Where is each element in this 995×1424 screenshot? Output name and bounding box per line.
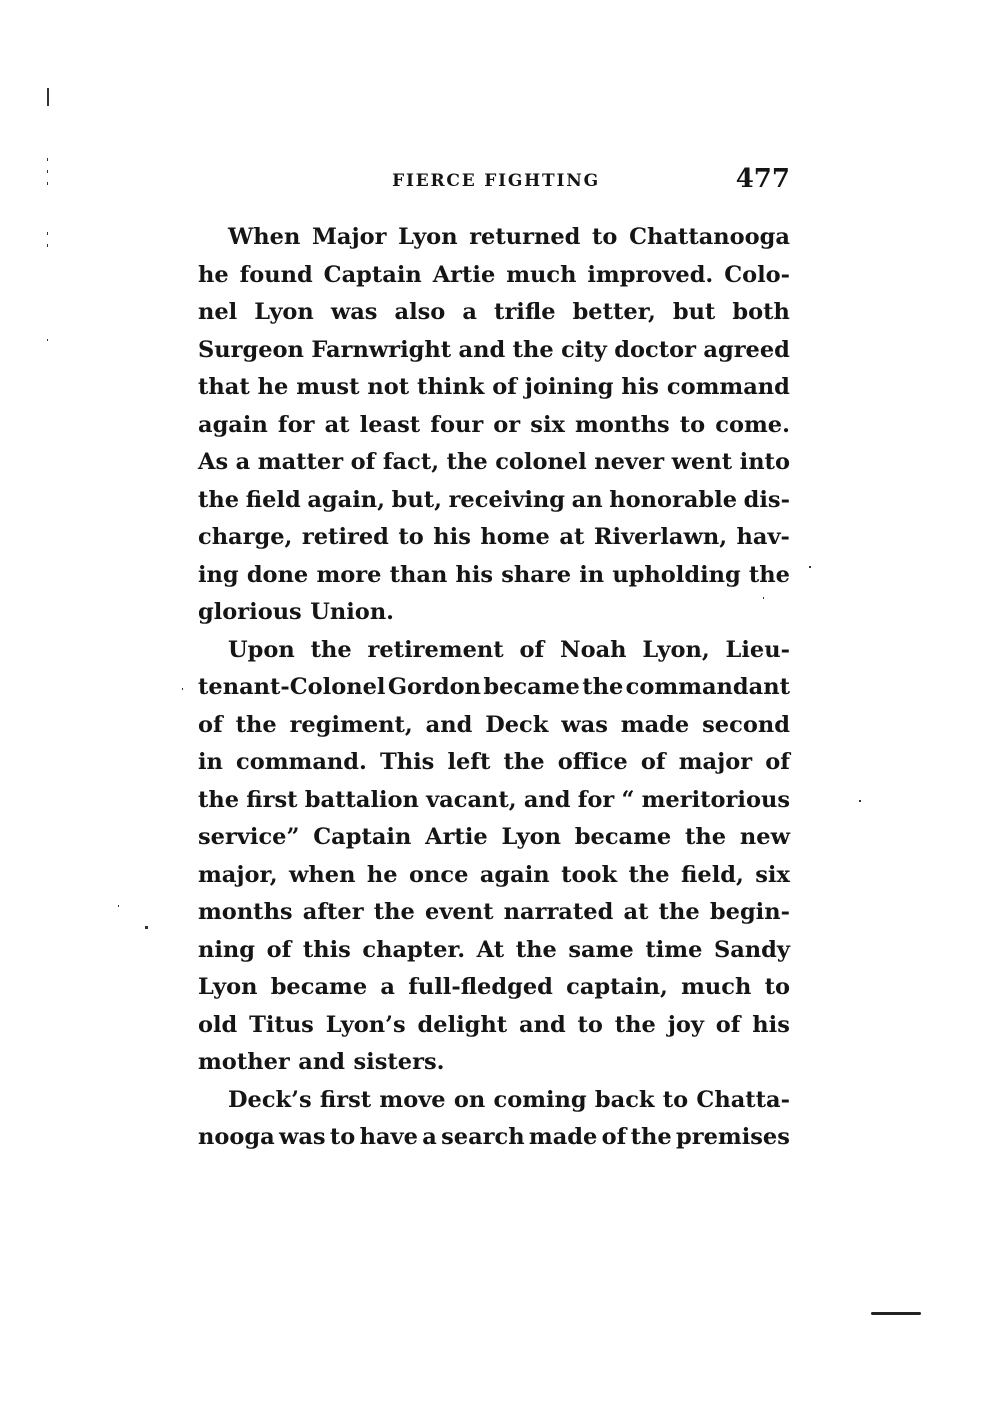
text-line: old Titus Lyon’s delight and to the joy of his — [198, 1011, 790, 1038]
text-line: Deck’s first move on coming back to Chatta- — [228, 1086, 790, 1113]
scan-mark — [47, 182, 48, 185]
text-line: of the regiment, and Deck was made second — [198, 711, 790, 738]
scan-mark — [763, 597, 764, 599]
scan-mark — [859, 800, 861, 802]
text-line: in command. This left the office of major of — [198, 749, 790, 775]
body-text — [198, 219, 790, 1157]
text-line: months after the event narrated at the begin- — [198, 899, 790, 925]
text-line: service” Captain Artie Lyon became the new — [198, 824, 790, 850]
scan-dash-mark — [871, 1312, 921, 1315]
scan-mark — [47, 158, 48, 161]
page-number: 477 — [735, 164, 790, 194]
page-header — [198, 164, 790, 200]
scan-mark — [118, 905, 119, 907]
text-line: Surgeon Farnwright and the city doctor agreed — [198, 336, 790, 363]
scan-mark — [145, 926, 148, 929]
text-line: ing done more than his share in upholding the — [198, 561, 790, 588]
text-line: ning of this chapter. At the same time Sandy — [198, 936, 790, 963]
text-line: that he must not think of joining his command — [198, 374, 790, 400]
text-line: When Major Lyon returned to Chattanooga — [228, 224, 790, 250]
text-line: Lyon became a full-fledged captain, much to — [198, 974, 790, 1000]
running-head: FIERCE FIGHTING — [392, 171, 600, 191]
text-line: glorious Union. — [198, 599, 395, 625]
text-line: charge, retired to his home at Riverlawn, hav- — [198, 524, 790, 550]
text-line: major, when he once again took the field, six — [198, 861, 790, 888]
text-line: mother and sisters. — [198, 1049, 445, 1075]
scan-mark — [47, 244, 48, 247]
scan-mark — [47, 170, 48, 173]
text-line: As a matter of fact, the colonel never went into — [198, 449, 790, 475]
scan-mark — [182, 688, 183, 690]
text-line: he found Captain Artie much improved. Colo- — [198, 261, 790, 288]
text-line: again for at least four or six months to come. — [198, 411, 790, 438]
text-line: Upon the retirement of Noah Lyon, Lieu- — [228, 636, 790, 663]
text-line: tenant-Colonel Gordon became the commandant — [198, 674, 790, 700]
text-line: the first battalion vacant, and for “ meritorious — [198, 786, 790, 813]
text-line: nel Lyon was also a trifle better, but both — [198, 299, 790, 325]
text-line: the field again, but, receiving an honorable dis- — [198, 486, 790, 513]
scan-mark — [47, 339, 48, 341]
text-line: nooga was to have a search made of the premises — [198, 1124, 790, 1150]
scan-mark — [47, 88, 49, 106]
scan-mark — [809, 566, 811, 568]
scan-mark — [47, 232, 48, 235]
